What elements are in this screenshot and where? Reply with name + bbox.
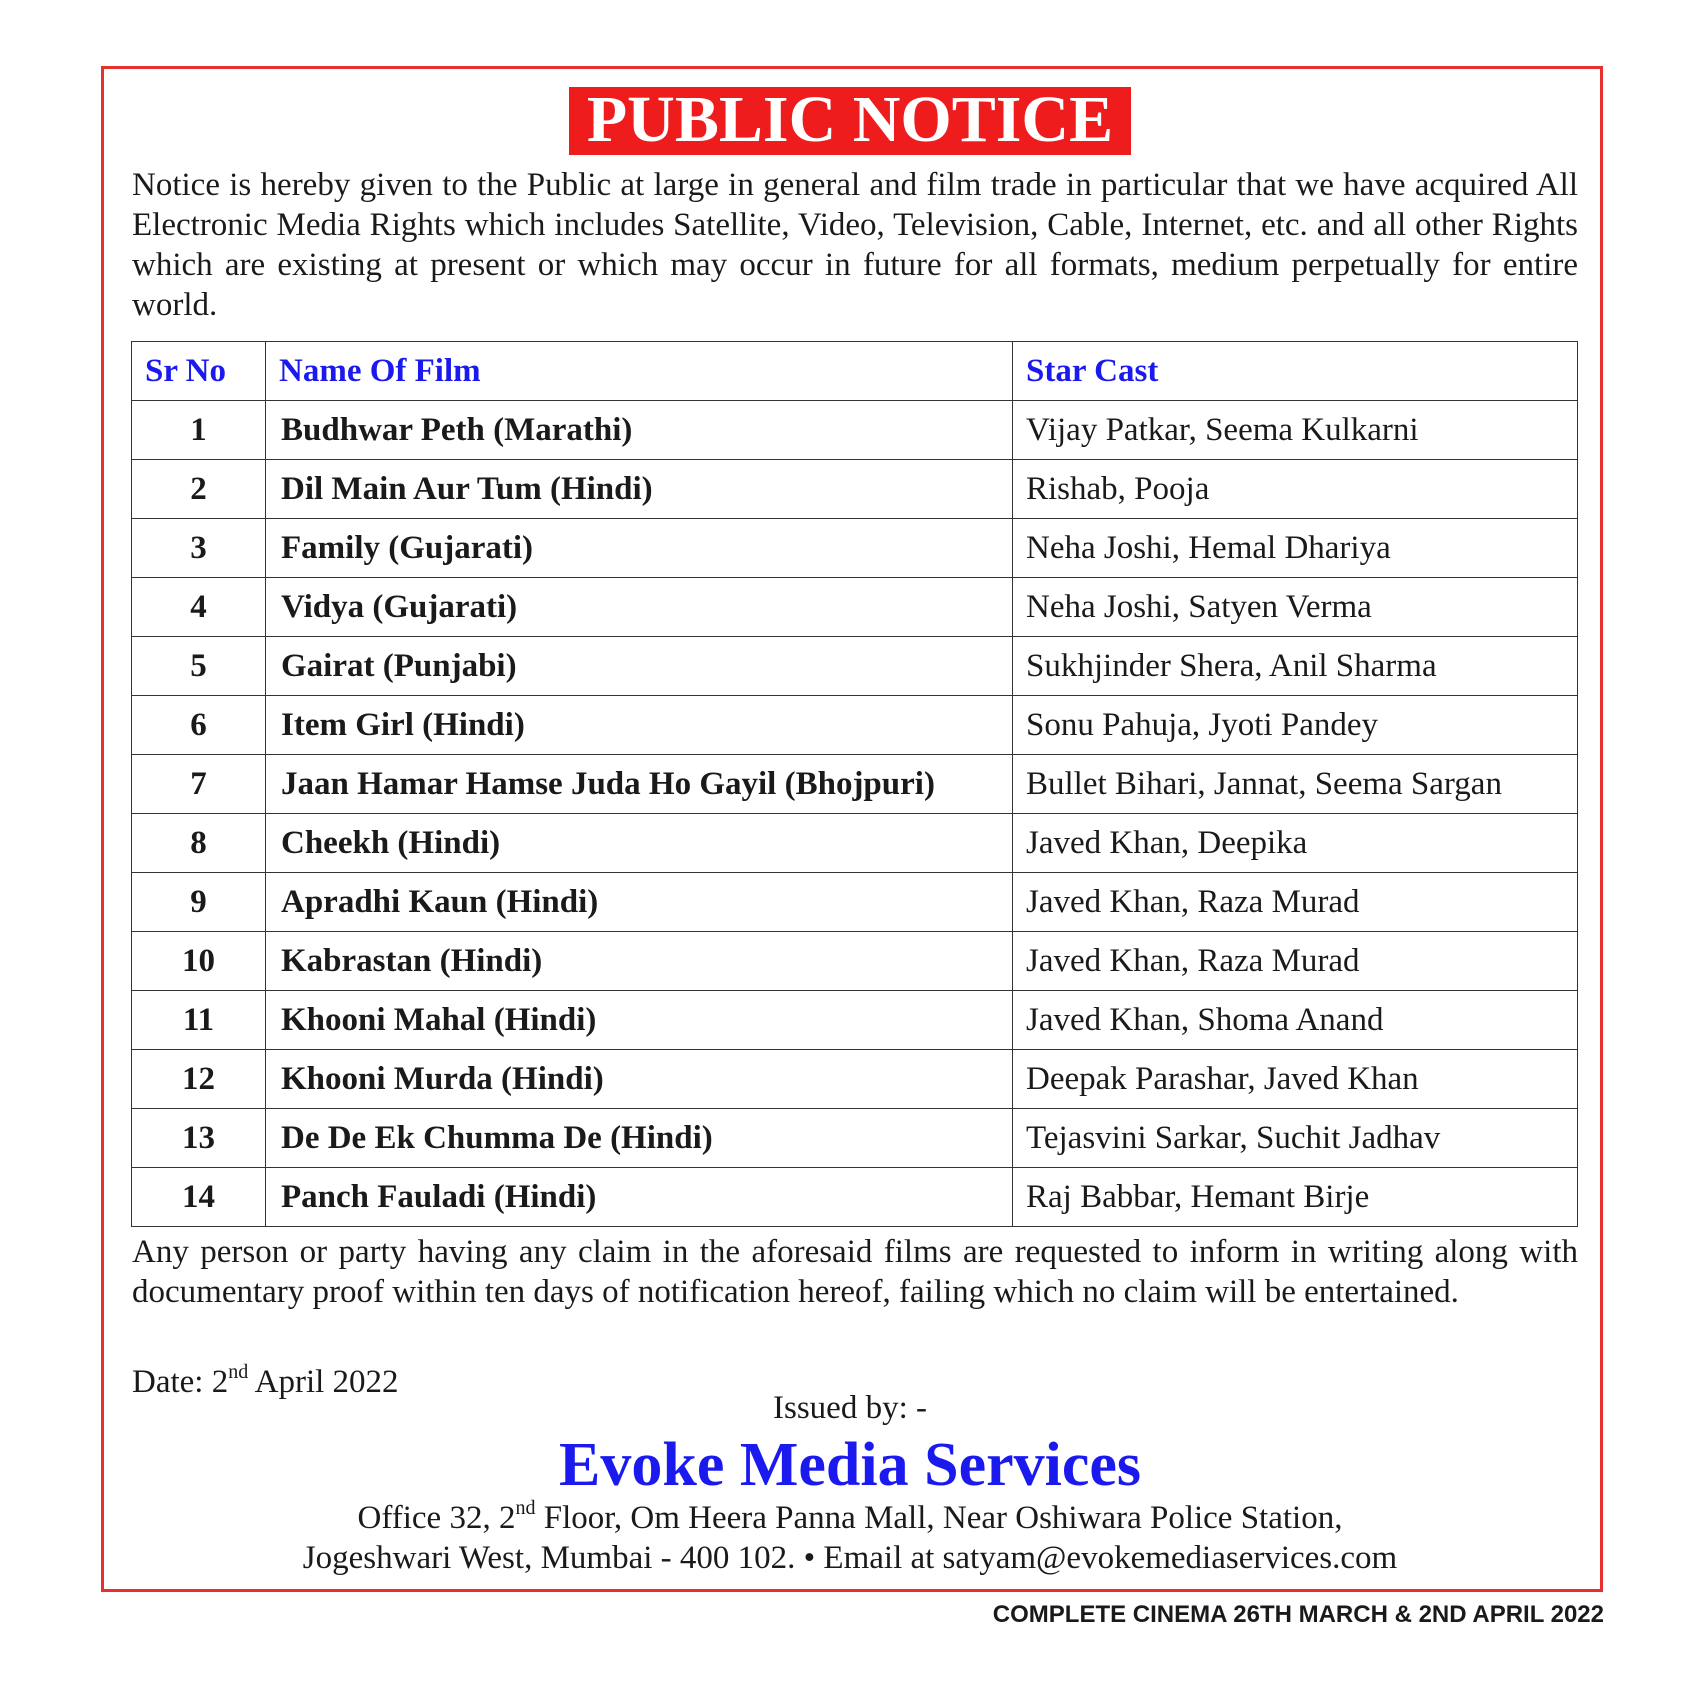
row-film-name: Khooni Mahal (Hindi)	[266, 991, 1013, 1050]
row-star-cast: Neha Joshi, Hemal Dhariya	[1013, 519, 1578, 578]
table-row	[132, 401, 1578, 460]
row-star-cast: Javed Khan, Shoma Anand	[1013, 991, 1578, 1050]
row-star-cast: Bullet Bihari, Jannat, Seema Sargan	[1013, 755, 1578, 814]
company-name: Evoke Media Services	[558, 1431, 1141, 1499]
row-sr-no: 13	[132, 1109, 266, 1168]
row-sr-no: 2	[132, 460, 266, 519]
row-sr-no: 7	[132, 755, 266, 814]
table-row	[132, 519, 1578, 578]
row-star-cast: Neha Joshi, Satyen Verma	[1013, 578, 1578, 637]
row-sr-no: 11	[132, 991, 266, 1050]
row-film-name: Item Girl (Hindi)	[266, 696, 1013, 755]
title-wrap	[0, 83, 1700, 156]
row-film-name: Dil Main Aur Tum (Hindi)	[266, 460, 1013, 519]
notice-title: PUBLIC NOTICE	[569, 87, 1131, 155]
header-film-name: Name Of Film	[266, 342, 1013, 401]
row-sr-no: 10	[132, 932, 266, 991]
table-header-row	[132, 342, 1578, 401]
row-star-cast: Deepak Parashar, Javed Khan	[1013, 1050, 1578, 1109]
address1-suffix: Floor, Om Heera Panna Mall, Near Oshiwara Police Station,	[535, 1500, 1343, 1536]
table-row	[132, 637, 1578, 696]
table-row	[132, 460, 1578, 519]
row-sr-no: 1	[132, 401, 266, 460]
row-film-name: Family (Gujarati)	[266, 519, 1013, 578]
date-suffix: April 2022	[248, 1364, 399, 1400]
address1-prefix: Office 32, 2	[357, 1500, 516, 1536]
address-line-2: Jogeshwari West, Mumbai - 400 102. • Email at satyam@evokemediaservices.com	[302, 1540, 1398, 1576]
row-star-cast: Javed Khan, Deepika	[1013, 814, 1578, 873]
row-sr-no: 12	[132, 1050, 266, 1109]
row-star-cast: Javed Khan, Raza Murad	[1013, 932, 1578, 991]
row-star-cast: Vijay Patkar, Seema Kulkarni	[1013, 401, 1578, 460]
table-row	[132, 696, 1578, 755]
row-star-cast: Rishab, Pooja	[1013, 460, 1578, 519]
row-sr-no: 3	[132, 519, 266, 578]
row-film-name: Jaan Hamar Hamse Juda Ho Gayil (Bhojpuri)	[266, 755, 1013, 814]
row-star-cast: Sonu Pahuja, Jyoti Pandey	[1013, 696, 1578, 755]
issued-by-label: Issued by: -	[773, 1390, 927, 1426]
table-row	[132, 1109, 1578, 1168]
table-row	[132, 1050, 1578, 1109]
row-film-name: Apradhi Kaun (Hindi)	[266, 873, 1013, 932]
table-row	[132, 932, 1578, 991]
row-sr-no: 4	[132, 578, 266, 637]
row-film-name: Gairat (Punjabi)	[266, 637, 1013, 696]
row-film-name: Panch Fauladi (Hindi)	[266, 1168, 1013, 1227]
row-star-cast: Tejasvini Sarkar, Suchit Jadhav	[1013, 1109, 1578, 1168]
claim-paragraph: Any person or party having any claim in the aforesaid films are requested to inform in writing along with documentary proof within ten days of notification hereof, failing which no claim will be entertained.	[132, 1234, 1578, 1310]
row-sr-no: 6	[132, 696, 266, 755]
table-row	[132, 755, 1578, 814]
date-superscript: nd	[228, 1361, 249, 1383]
date-prefix: Date: 2	[132, 1364, 229, 1400]
row-film-name: Cheekh (Hindi)	[266, 814, 1013, 873]
intro-paragraph: Notice is hereby given to the Public at large in general and film trade in particular that we have acquired All Electronic Media Rights which includes Satellite, Video, Television, Cable, Internet, etc. and all other Rights which are existing at present or which may occur in future for all formats, medium perpetually for entire world.	[132, 167, 1578, 323]
table-row	[132, 1168, 1578, 1227]
row-film-name: Budhwar Peth (Marathi)	[266, 401, 1013, 460]
header-sr-no: Sr No	[132, 342, 266, 401]
table-row	[132, 814, 1578, 873]
row-star-cast: Sukhjinder Shera, Anil Sharma	[1013, 637, 1578, 696]
row-star-cast: Raj Babbar, Hemant Birje	[1013, 1168, 1578, 1227]
publication-footer: COMPLETE CINEMA 26TH MARCH & 2ND APRIL 2022	[992, 1601, 1604, 1628]
address-line-1	[0, 1498, 1700, 1538]
table-row	[132, 991, 1578, 1050]
address1-superscript: nd	[515, 1497, 536, 1519]
row-sr-no: 8	[132, 814, 266, 873]
row-film-name: Kabrastan (Hindi)	[266, 932, 1013, 991]
row-sr-no: 14	[132, 1168, 266, 1227]
row-film-name: Vidya (Gujarati)	[266, 578, 1013, 637]
row-star-cast: Javed Khan, Raza Murad	[1013, 873, 1578, 932]
row-film-name: Khooni Murda (Hindi)	[266, 1050, 1013, 1109]
table-row	[132, 578, 1578, 637]
row-sr-no: 5	[132, 637, 266, 696]
table-row	[132, 873, 1578, 932]
row-sr-no: 9	[132, 873, 266, 932]
header-star-cast: Star Cast	[1013, 342, 1578, 401]
row-film-name: De De Ek Chumma De (Hindi)	[266, 1109, 1013, 1168]
films-table	[131, 341, 1578, 1227]
